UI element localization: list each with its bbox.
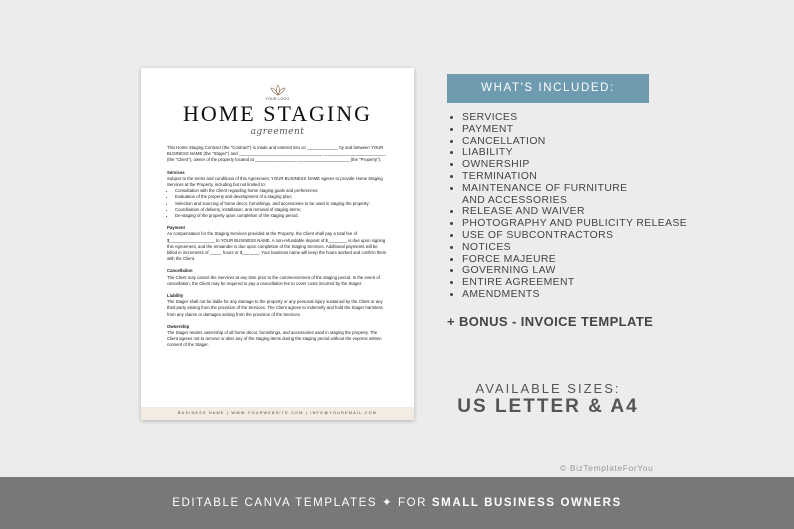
section-text-services: Subject to the terms and conditions of this Agreement, YOUR BUSINESS NAME agrees to provide Home Staging Services at the Property, including but not limited to: [167, 175, 383, 188]
list-item: • PAYMENT [462, 124, 687, 136]
bottom-bar-prefix: EDITABLE CANVA TEMPLATES ✦ FOR [172, 497, 432, 509]
intro-paragraph: This Home Staging Contract (the "Contract") is made and entered into on _____________ by and between YOUR BUSINESS NAME (the "Stager") and ___________________________________ __________________________ (the "Client"), owner of the property located at _________________ ______________________ (the "Property"). [167, 145, 386, 163]
list-item: • FORCE MAJEURE [462, 254, 687, 266]
section-text-liability: The Stager shall not be liable for any damage to the property or any personal injury sustained by the Client or any third party arising from the provision of the Services. The Client agrees to indemnify and hold the Stager harmless from any claims or damages arising from the provision of the Services. [167, 299, 383, 317]
included-list [450, 112, 687, 301]
section-heading-cancellation: Cancellation [167, 268, 193, 274]
list-item: • Coordination of delivery, installation, and removal of staging items; [175, 207, 388, 213]
list-item: • Evaluation of the property and development of a staging plan; [175, 194, 388, 200]
agreement-document-preview [141, 68, 414, 420]
list-item: • OWNERSHIP [462, 159, 687, 171]
logo-text: YOUR LOGO [265, 97, 290, 101]
list-item: • CANCELLATION [462, 136, 687, 148]
section-heading-services: Services [167, 169, 185, 175]
logo [167, 84, 388, 101]
list-item: • LIABILITY [462, 147, 687, 159]
bottom-bar-bold: SMALL BUSINESS OWNERS [431, 497, 622, 509]
section-heading-payment: Payment [167, 225, 185, 231]
list-item: • De-staging of the property upon completion of the staging period. [175, 213, 388, 219]
section-text-ownership: The Stager retains ownership of all home decor, furnishings, and accessories used in staging the property. The Client agrees not to remove or alter any of the staging items during the staging period without the express written consent of the Stager. [167, 330, 382, 348]
document-footer: BUSINESS NAME | WWW.YOURWEBSITE.COM | INFO@YOUREMAIL.COM [141, 407, 414, 420]
section-heading-ownership: Ownership [167, 323, 190, 329]
list-item: • USE OF SUBCONTRACTORS [462, 230, 687, 242]
available-sizes-label: AVAILABLE SIZES: [475, 381, 621, 396]
document-body [167, 145, 388, 349]
list-item: • NOTICES [462, 242, 687, 254]
list-item: • AMENDMENTS [462, 289, 687, 301]
list-item: • RELEASE AND WAIVER [462, 206, 687, 218]
copyright-text: © BizTemplateForYou [560, 463, 654, 473]
document-title: HOME STAGING [182, 101, 373, 126]
list-item: • Consultation with the Client regarding home staging goals and preferences; [175, 188, 388, 194]
services-list [167, 188, 388, 219]
lotus-logo-icon [270, 84, 286, 96]
list-item: • TERMINATION [462, 171, 687, 183]
list-item: • ENTIRE AGREEMENT [462, 277, 687, 289]
bottom-bar [0, 477, 794, 529]
list-item: • PHOTOGRAPHY AND PUBLICITY RELEASE [462, 218, 687, 230]
document-subtitle: agreement [250, 127, 305, 137]
list-item: • MAINTENANCE OF FURNITURE AND ACCESSORIES [462, 183, 647, 207]
section-text-payment: As compensation for the Staging Services provided at the Property, the Client shall pay a total fee of $___________________ to YOUR BUSINESS NAME. A non-refundable deposit of $________ is due upon signing this Agreement, and the remainder is due upon completion of the Staging Services. Additional payments will be billed in increments of _____ hours or $_______. Your business name will keep the hours worked and confirm them with the Client. [167, 231, 387, 262]
section-text-cancellation: The Client may cancel the Services at any time prior to the commencement of the staging period. In the event of cancellation, the Client may be required to pay a cancellation fee to cover costs incurred by the Stager. [167, 274, 380, 286]
whats-included-banner: WHAT'S INCLUDED: [447, 74, 649, 103]
list-item: • Selection and sourcing of home decor, furnishings, and accessories to be used in staging the property; [175, 201, 388, 207]
available-sizes-value: US LETTER & A4 [457, 396, 639, 417]
list-item: • SERVICES [462, 112, 687, 124]
bonus-text: + BONUS - INVOICE TEMPLATE [447, 314, 654, 329]
list-item: • GOVERNING LAW [462, 265, 687, 277]
section-heading-liability: Liability [167, 293, 184, 299]
